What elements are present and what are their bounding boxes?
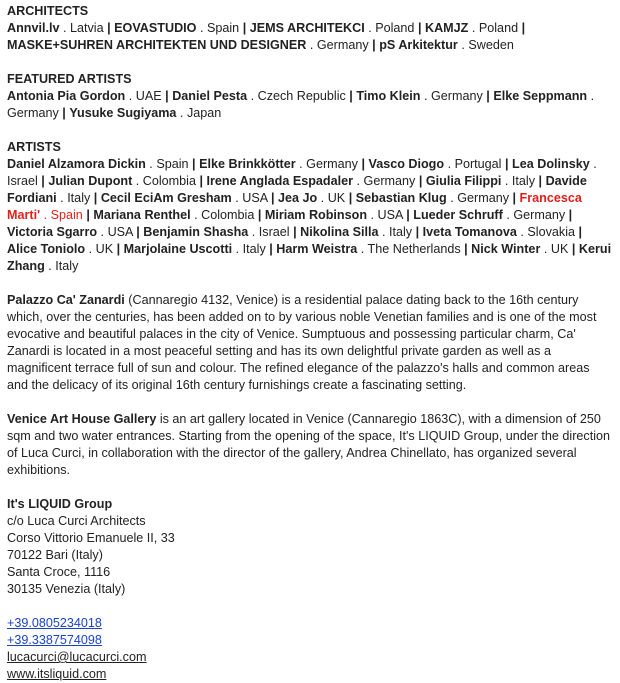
list-item: Julian Dupont . Colombia <box>48 174 196 188</box>
list-item: Kerui Zhang . Italy <box>7 242 612 273</box>
entry-name: EOVASTUDIO <box>114 21 197 35</box>
list-item: Timo Klein . Germany <box>356 89 483 103</box>
entry-country: Germany <box>306 157 358 171</box>
entry-country: Portugal <box>454 157 502 171</box>
list-item: Cecil EciAm Gresham . USA <box>100 191 268 205</box>
entry-name: Vasco Diogo <box>368 157 445 171</box>
list-item: Giulia Filippi . Italy <box>425 174 536 188</box>
separator: | <box>116 242 121 256</box>
entry-country: Germany <box>430 89 483 103</box>
entry-name: Sebastian Klug <box>355 191 447 205</box>
entry-name: Daniel Pesta <box>172 89 248 103</box>
separator: | <box>578 225 583 239</box>
entry-country: Czech Republic <box>257 89 346 103</box>
featured-artists-heading: FEATURED ARTISTS <box>7 72 132 86</box>
entry-name: Cecil EciAm Gresham <box>100 191 232 205</box>
contact-address-line: 70122 Bari (Italy) <box>7 548 103 562</box>
list-item: KAMJZ . Poland <box>424 21 519 35</box>
separator: | <box>293 225 297 239</box>
entry-country: UK <box>550 242 569 256</box>
entry-country: Israel <box>7 174 38 188</box>
list-item: Nick Winter . UK <box>471 242 569 256</box>
separator: | <box>571 242 576 256</box>
entry-country: USA <box>107 225 133 239</box>
separator: | <box>415 225 420 239</box>
website-link[interactable]: www.itsliquid.com <box>7 667 107 681</box>
list-item: Daniel Alzamora Dickin . Spain <box>7 157 189 171</box>
entry-country: The Netherlands <box>367 242 461 256</box>
entry-name: KAMJZ <box>424 21 469 35</box>
entry-name: Timo Klein <box>356 89 421 103</box>
phone-link-1[interactable]: +39.0805234018 <box>7 616 102 630</box>
featured-artists-section <box>7 71 614 122</box>
entry-country: Colombia <box>201 208 255 222</box>
entry-name: Mariana Renthel <box>93 208 191 222</box>
gallery-body: is an art gallery located in Venice (Cannaregio 1863C), with a dimension of 250 sqm and two water entrances. Starting from the opening of the space, It's LIQUID Group, under the direction of Luca Curci, in collaboration with the director of the gallery, Andrea Chinellato, has organized several exhibitions. <box>7 412 611 477</box>
entry-name: Giulia Filippi <box>425 174 502 188</box>
list-item: Marjolaine Uscotti . Italy <box>123 242 266 256</box>
entry-name: Daniel Alzamora Dickin <box>7 157 146 171</box>
separator: | <box>62 106 66 120</box>
entry-name: Antonia Pia Gordon <box>7 89 126 103</box>
entry-name: Annvil.lv <box>7 21 60 35</box>
entry-name: MASKE+SUHREN ARCHITEKTEN UND DESIGNER <box>7 38 307 52</box>
entry-country: Sweden <box>468 38 514 52</box>
entry-name: Jea Jo <box>277 191 318 205</box>
architects-section <box>7 3 614 54</box>
separator: | <box>406 208 410 222</box>
phone-link-2[interactable]: +39.3387574098 <box>7 633 102 647</box>
gallery-title: Venice Art House Gallery <box>7 412 157 426</box>
entry-country: Spain <box>206 21 240 35</box>
list-item: Alice Toniolo . UK <box>7 242 114 256</box>
list-item: Daniel Pesta . Czech Republic <box>172 89 346 103</box>
contact-address-line: c/o Luca Curci Architects <box>7 514 146 528</box>
contact-title: It's LIQUID Group <box>7 497 113 511</box>
entry-country: Italy <box>511 174 536 188</box>
list-item: Elke Seppmann . Germany <box>7 89 595 120</box>
separator: | <box>505 157 509 171</box>
entry-country: Japan <box>186 106 222 120</box>
separator: | <box>165 89 169 103</box>
list-item: Harm Weistra . The Netherlands <box>276 242 461 256</box>
separator: | <box>418 174 423 188</box>
entry-country: USA <box>242 191 268 205</box>
entry-name: pS Arkitektur <box>379 38 458 52</box>
separator: | <box>464 242 468 256</box>
artists-section <box>7 139 614 275</box>
entry-name: Miriam Robinson <box>264 208 368 222</box>
entry-name: JEMS ARCHITEKCI <box>249 21 365 35</box>
separator: | <box>372 38 376 52</box>
separator: | <box>486 89 490 103</box>
list-item: Iveta Tomanova . Slovakia <box>422 225 575 239</box>
entry-name: Marjolaine Uscotti <box>123 242 233 256</box>
list-item: EOVASTUDIO . Spain <box>114 21 240 35</box>
entry-country: Israel <box>258 225 290 239</box>
separator: | <box>136 225 140 239</box>
separator: | <box>257 208 262 222</box>
entry-name: Victoria Sgarro <box>7 225 98 239</box>
entry-country: Germany <box>363 174 416 188</box>
separator: | <box>242 21 247 35</box>
palazzo-paragraph <box>7 292 614 394</box>
list-item: Vasco Diogo . Portugal <box>368 157 502 171</box>
entry-country: Latvia <box>69 21 104 35</box>
list-item: Yusuke Sugiyama . Japan <box>69 106 222 120</box>
separator: | <box>417 21 422 35</box>
separator: | <box>512 191 517 205</box>
entry-country: Germany <box>7 106 59 120</box>
contact-address-line: 30135 Venezia (Italy) <box>7 582 126 596</box>
list-item: Miriam Robinson . USA <box>264 208 403 222</box>
separator: | <box>269 242 273 256</box>
entry-country: UAE <box>135 89 162 103</box>
list-item: Mariana Renthel . Colombia <box>93 208 255 222</box>
list-item: Annvil.lv . Latvia <box>7 21 104 35</box>
entry-country: USA <box>377 208 403 222</box>
list-item: Nikolina Silla . Italy <box>300 225 413 239</box>
entry-name: Kerui Zhang <box>7 242 612 273</box>
entry-name: Iveta Tomanova <box>422 225 517 239</box>
entry-name: Benjamin Shasha <box>143 225 249 239</box>
entry-country: Germany <box>513 208 566 222</box>
artists-list <box>7 156 614 275</box>
list-item: Elke Brinkkötter . Germany <box>199 157 358 171</box>
entry-country: Spain <box>50 208 83 222</box>
email-link[interactable]: lucacurci@lucacurci.com <box>7 650 147 664</box>
separator: | <box>521 21 526 35</box>
separator: | <box>568 208 573 222</box>
entry-name: Francesca Marti' <box>7 191 582 222</box>
contact-links <box>7 615 614 683</box>
entry-country: Italy <box>67 191 91 205</box>
list-item: Lueder Schruff . Germany <box>413 208 566 222</box>
entry-country: Poland <box>478 21 519 35</box>
list-item: pS Arkitektur . Sweden <box>379 38 514 52</box>
entry-name: Yusuke Sugiyama <box>69 106 177 120</box>
contact-block <box>7 496 614 598</box>
entry-country: Spain <box>156 157 189 171</box>
list-item: JEMS ARCHITEKCI . Poland <box>249 21 415 35</box>
entry-name: Davide Fordiani <box>7 174 587 205</box>
list-item: Antonia Pia Gordon . UAE <box>7 89 162 103</box>
entry-name: Irene Anglada Espadaler <box>206 174 354 188</box>
entry-country: Poland <box>375 21 415 35</box>
entry-country: Colombia <box>142 174 196 188</box>
entry-name: Harm Weistra <box>276 242 358 256</box>
list-item: MASKE+SUHREN ARCHITEKTEN UND DESIGNER . Germany <box>7 38 369 52</box>
contact-address-line: Corso Vittorio Emanuele II, 33 <box>7 531 175 545</box>
entry-name: Julian Dupont <box>48 174 133 188</box>
separator: | <box>349 89 353 103</box>
entry-country: UK <box>327 191 346 205</box>
separator: | <box>361 157 365 171</box>
list-item: Victoria Sgarro . USA <box>7 225 133 239</box>
entry-name: Alice Toniolo <box>7 242 86 256</box>
entry-country: Italy <box>242 242 266 256</box>
separator: | <box>107 21 111 35</box>
list-item: Benjamin Shasha . Israel <box>143 225 290 239</box>
entry-country: Germany <box>316 38 369 52</box>
architects-list <box>7 20 614 54</box>
entry-name: Elke Brinkkötter <box>199 157 296 171</box>
list-item: Irene Anglada Espadaler . Germany <box>206 174 416 188</box>
gallery-paragraph <box>7 411 614 479</box>
list-item: Sebastian Klug . Germany <box>355 191 509 205</box>
separator: | <box>41 174 45 188</box>
list-item: Davide Fordiani . Italy <box>7 174 587 205</box>
entry-country: UK <box>95 242 114 256</box>
separator: | <box>538 174 543 188</box>
separator: | <box>192 157 196 171</box>
entry-country: Italy <box>55 259 79 273</box>
list-item: Francesca Marti' . Spain <box>7 191 582 222</box>
separator: | <box>348 191 353 205</box>
separator: | <box>199 174 204 188</box>
entry-country: Germany <box>457 191 509 205</box>
contact-address-line: Santa Croce, 1116 <box>7 565 111 579</box>
list-item: Lea Dolinsky . Israel <box>7 157 597 188</box>
entry-name: Lea Dolinsky <box>512 157 590 171</box>
entry-name: Nikolina Silla <box>300 225 379 239</box>
featured-artists-list <box>7 88 614 122</box>
separator: | <box>270 191 275 205</box>
entry-name: Lueder Schruff <box>413 208 503 222</box>
list-item: Jea Jo . UK <box>277 191 346 205</box>
entry-name: Elke Seppmann <box>493 89 588 103</box>
palazzo-title: Palazzo Ca' Zanardi <box>7 293 125 307</box>
entry-country: Slovakia <box>527 225 575 239</box>
artists-heading: ARTISTS <box>7 140 61 154</box>
entry-name: Nick Winter <box>471 242 541 256</box>
separator: | <box>86 208 90 222</box>
entry-country: Italy <box>389 225 413 239</box>
palazzo-body: (Cannaregio 4132, Venice) is a residential palace dating back to the 16th century which, over the centuries, has been added on to by various noble Venetian families and is one of the most evocative and beautiful palaces in the city of Venice. Sumptuous and possessing particular charm, Ca' Zanardi is located in a most peaceful setting and has its own delightful private garden as well as a magnificent terrace full of sun and colour. The refined elegance of the palazzo's halls and common areas and the delicacy of its original 16th century furnishings create a fascinating setting. <box>7 293 597 392</box>
separator: | <box>93 191 98 205</box>
architects-heading: ARCHITECTS <box>7 4 89 18</box>
